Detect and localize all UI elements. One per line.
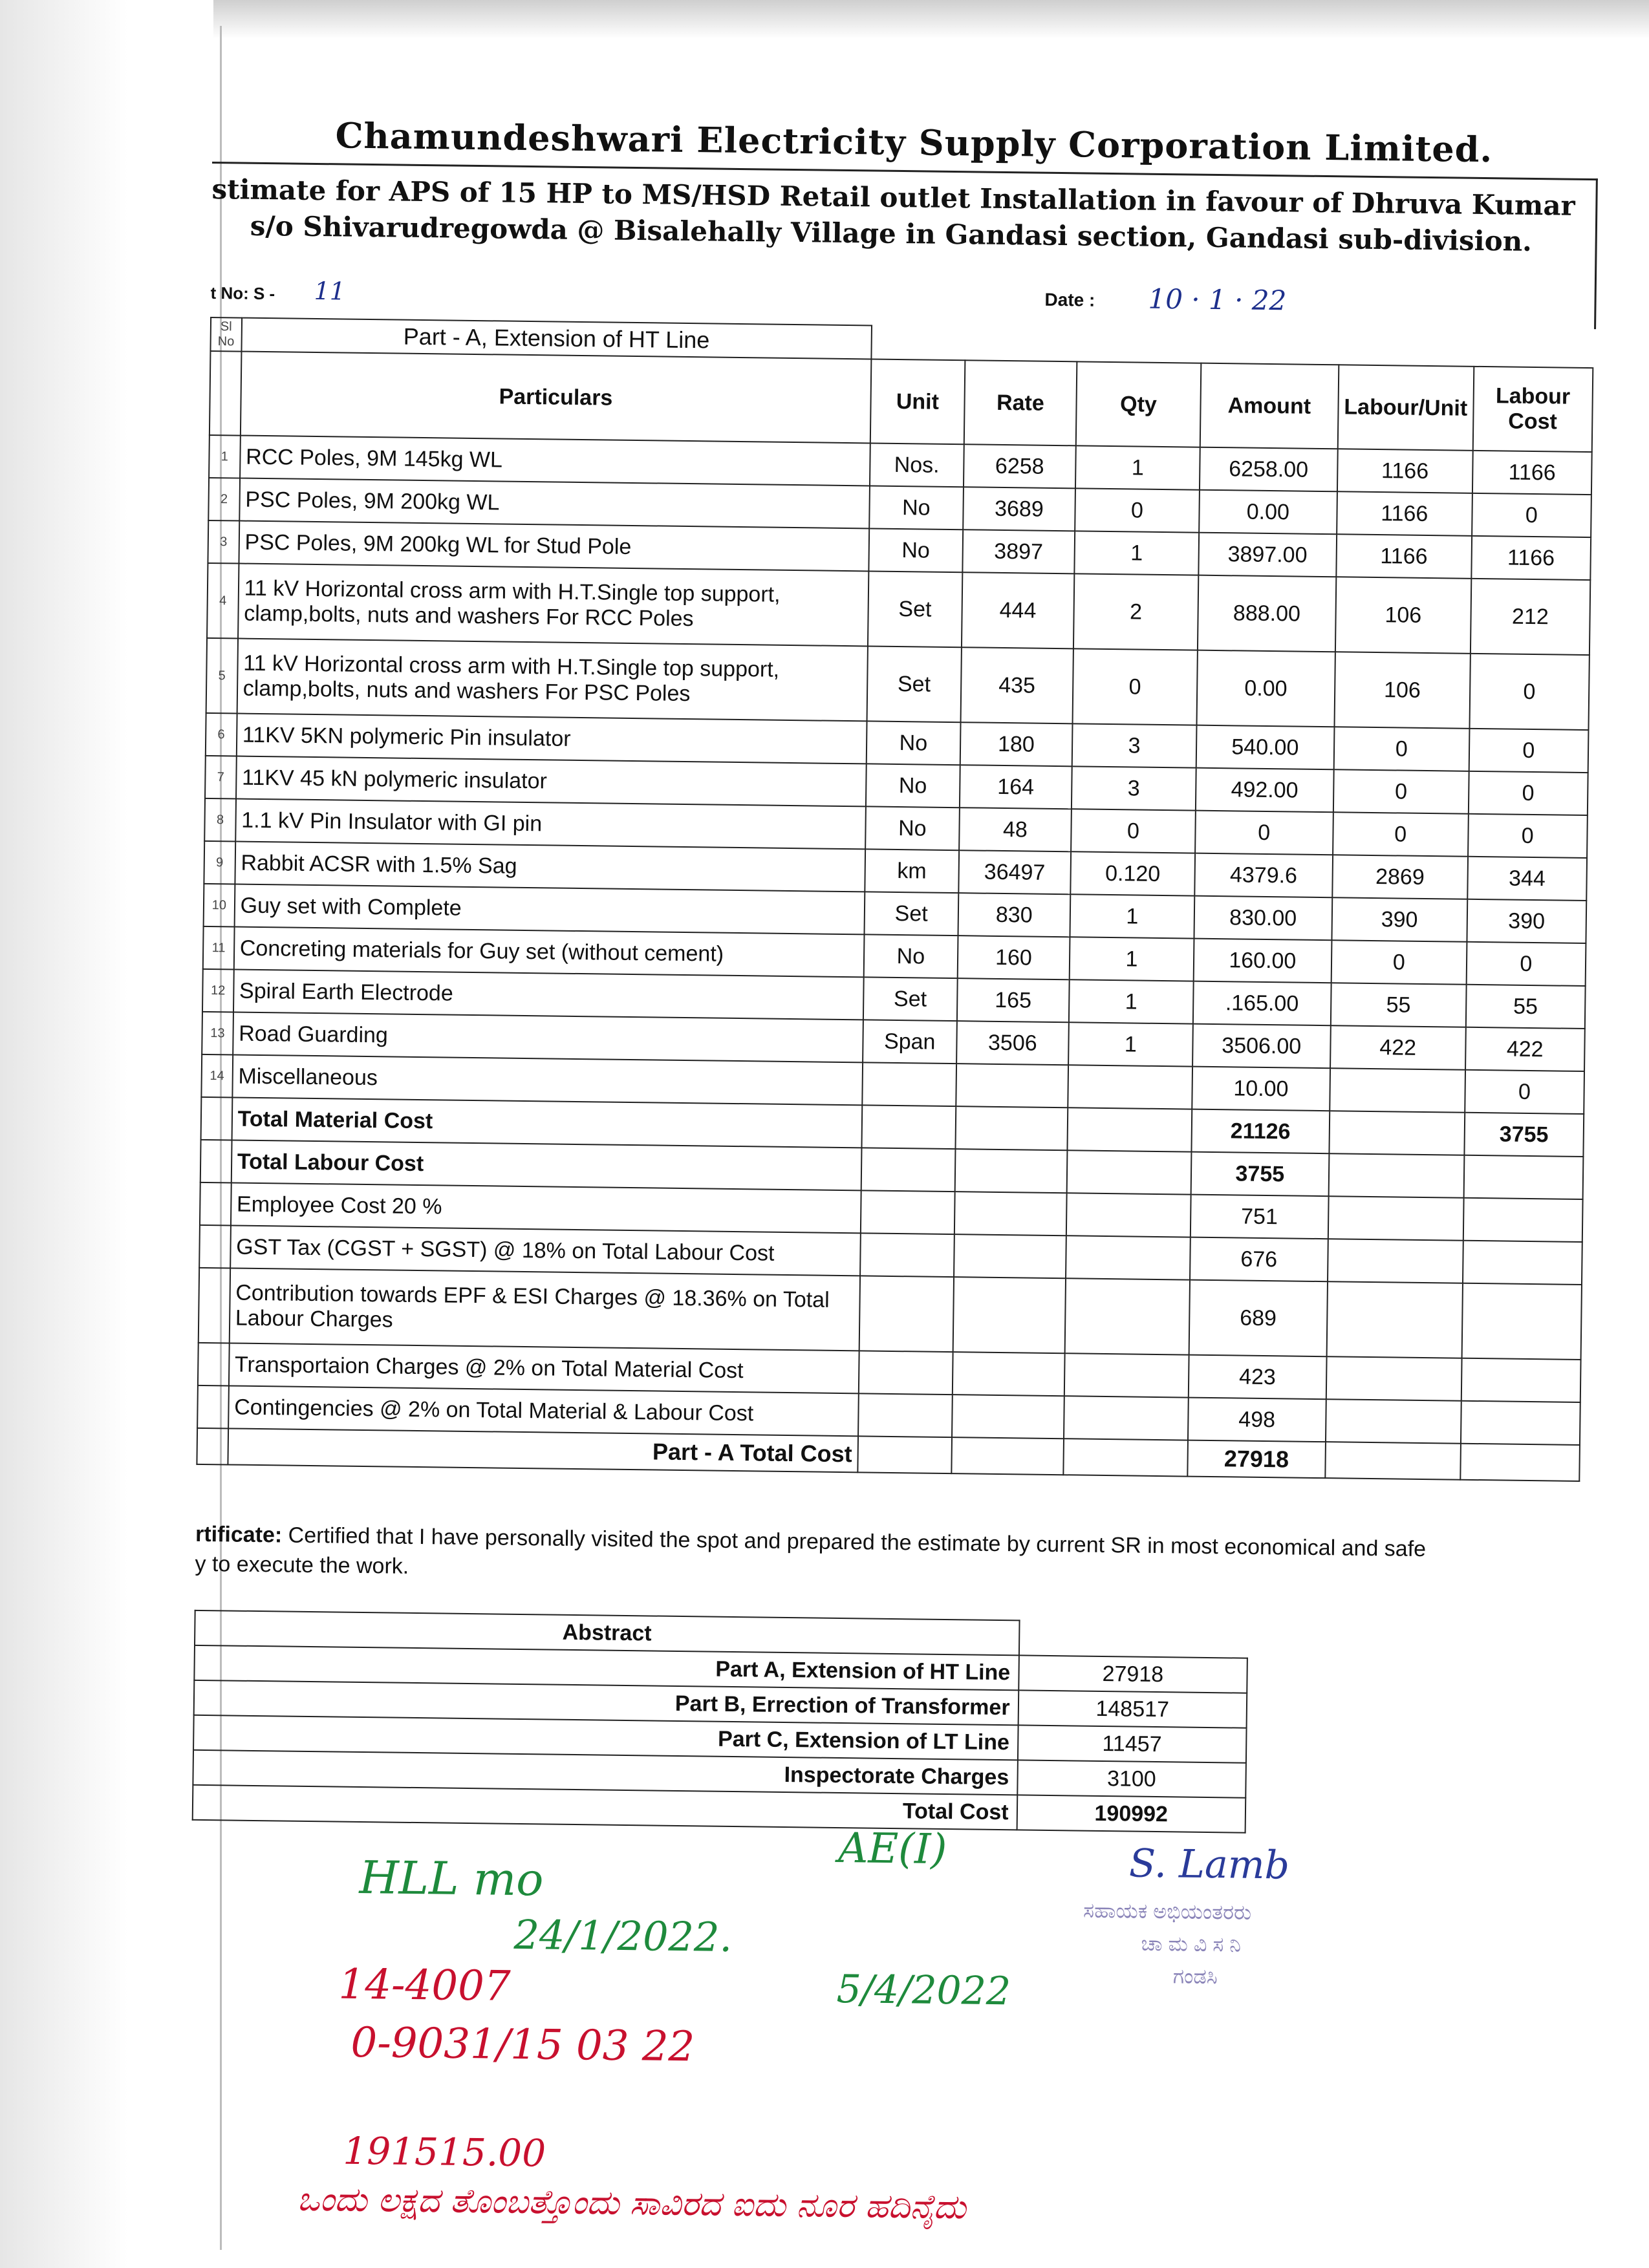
row-unit: Span — [863, 1020, 956, 1064]
row-unit: No — [866, 764, 960, 808]
summary-label: Total Labour Cost — [231, 1140, 861, 1190]
row-unit: Set — [868, 571, 962, 647]
summary-no — [198, 1343, 229, 1386]
summary-no — [201, 1097, 232, 1140]
stamp-line-2: ಚಾ ಮ ವಿ ಸ ನಿ — [1141, 1931, 1242, 1956]
row-no: 7 — [205, 756, 236, 799]
row-rate — [956, 1064, 1068, 1107]
summary-label: Contingencies @ 2% on Total Material & Labour Cost — [228, 1385, 859, 1436]
certificate-text: Certified that I have personally visited the spot and prepared the estimate by current SR in most economical and safe — [288, 1523, 1427, 1562]
summary-qty — [1068, 1107, 1192, 1151]
row-unit: Set — [867, 646, 962, 722]
row-amount: 830.00 — [1194, 896, 1332, 941]
row-unit: No — [868, 528, 962, 572]
row-particulars: 11 kV Horizontal cross arm with H.T.Single top support, clamp,bolts, nuts and washers For RCC Poles — [238, 564, 869, 647]
summary-labour-unit — [1328, 1153, 1464, 1198]
row-qty: 0 — [1075, 488, 1199, 532]
ref-value: 11 — [314, 276, 346, 306]
row-no: 2 — [208, 478, 239, 521]
row-amount: 10.00 — [1192, 1067, 1330, 1111]
row-no: 11 — [203, 926, 234, 970]
row-labour-unit: 1166 — [1337, 491, 1472, 536]
green-note: HLL mo — [359, 1850, 544, 1907]
summary-amount: 676 — [1190, 1237, 1328, 1282]
row-particulars: 11KV 45 kN polymeric insulator — [236, 756, 867, 807]
part-a-total-lc — [1460, 1444, 1580, 1481]
abstract-label: Part B, Errection of Transformer — [194, 1680, 1018, 1726]
summary-qty — [1064, 1396, 1188, 1440]
row-labour-unit: 55 — [1331, 983, 1467, 1027]
summary-label: Transportaion Charges @ 2% on Total Material Cost — [229, 1343, 859, 1393]
abstract-label: Part A, Extension of HT Line — [194, 1645, 1018, 1691]
abstract-label: Part C, Extension of LT Line — [193, 1715, 1018, 1760]
summary-label: Employee Cost 20 % — [231, 1182, 861, 1233]
red-note-1: 14-4007 — [338, 1960, 511, 2011]
summary-labour-unit — [1326, 1356, 1462, 1401]
row-no: 1 — [209, 435, 240, 478]
header-unit: Unit — [870, 359, 965, 444]
summary-amount: 498 — [1188, 1398, 1326, 1442]
summary-labour-unit — [1326, 1281, 1462, 1358]
abstract-label: Total Cost — [193, 1785, 1017, 1830]
row-unit: Nos. — [870, 443, 964, 487]
certificate-text-2: y to execute the work. — [195, 1551, 409, 1579]
row-rate: 164 — [960, 765, 1072, 809]
summary-labour-cost — [1463, 1155, 1583, 1199]
row-rate: 3897 — [962, 530, 1075, 573]
summary-unit — [861, 1148, 955, 1192]
summary-qty — [1067, 1150, 1191, 1194]
estimate-title-line1: stimate for APS of 15 HP to MS/HSD Retail outlet Installation in favour of Dhruva Kumar — [211, 173, 1576, 222]
part-a-total-qty — [1063, 1439, 1187, 1476]
row-particulars: 1.1 kV Pin Insulator with GI pin — [235, 799, 866, 850]
row-labour-cost: 0 — [1468, 814, 1588, 858]
abstract-value: 3100 — [1017, 1760, 1246, 1797]
row-amount: 0.00 — [1199, 490, 1337, 535]
row-labour-unit: 106 — [1334, 652, 1470, 729]
part-a-total-value: 27918 — [1187, 1440, 1326, 1479]
row-unit: No — [869, 486, 963, 530]
summary-labour-unit — [1326, 1399, 1461, 1444]
row-labour-unit: 422 — [1330, 1025, 1466, 1070]
row-labour-cost: 0 — [1466, 942, 1586, 986]
row-particulars: Concreting materials for Guy set (without cement) — [233, 926, 864, 977]
header-rate: Rate — [964, 360, 1077, 445]
red-note-words: ಒಂದು ಲಕ್ಷದ ತೊಂಬತ್ತೊಂದು ಸಾವಿರದ ಐದು ನೂರ ಹದಿನೈದು — [297, 2179, 967, 2227]
summary-unit — [861, 1190, 954, 1234]
row-qty — [1068, 1065, 1192, 1109]
row-qty: 3 — [1072, 723, 1196, 767]
summary-amount: 423 — [1189, 1355, 1327, 1400]
header-qty: Qty — [1076, 361, 1201, 447]
summary-rate — [953, 1277, 1066, 1353]
scan-left-shadow — [0, 0, 213, 2268]
summary-labour-cost — [1461, 1283, 1582, 1360]
row-no: 4 — [207, 563, 239, 639]
row-no: 3 — [208, 520, 239, 564]
row-amount: 6258.00 — [1200, 447, 1338, 492]
row-rate: 830 — [958, 893, 1070, 937]
summary-rate — [952, 1352, 1064, 1396]
header-labour-unit: Labour/Unit — [1338, 365, 1474, 451]
part-a-total-rate — [951, 1437, 1064, 1475]
stamp-line-3: ಗಂಡಸಿ — [1172, 1964, 1218, 1989]
summary-rate — [954, 1149, 1067, 1193]
row-unit: No — [865, 806, 959, 850]
summary-labour-cost: 3755 — [1464, 1113, 1584, 1157]
row-labour-cost: 1166 — [1471, 536, 1591, 580]
row-amount: 492.00 — [1196, 768, 1334, 813]
summary-rate — [954, 1192, 1066, 1236]
company-title: Chamundeshwari Electricity Supply Corporation Limited. — [335, 114, 1493, 171]
summary-labour-unit — [1329, 1111, 1465, 1155]
row-qty: 2 — [1073, 573, 1198, 650]
row-labour-unit: 1166 — [1337, 449, 1473, 493]
row-qty: 1 — [1075, 445, 1200, 489]
row-labour-unit: 106 — [1335, 577, 1471, 654]
summary-labour-cost — [1463, 1198, 1582, 1242]
row-amount: 4379.6 — [1194, 853, 1333, 898]
estimate-table-body — [201, 435, 1591, 1114]
row-particulars: Guy set with Complete — [234, 884, 865, 934]
row-no: 10 — [204, 884, 235, 927]
abstract-value: 148517 — [1018, 1690, 1247, 1728]
summary-labour-unit — [1328, 1196, 1464, 1241]
row-rate: 3689 — [963, 487, 1075, 531]
summary-label: GST Tax (CGST + SGST) @ 18% on Total Labour Cost — [230, 1225, 861, 1276]
row-labour-cost: 0 — [1465, 1070, 1584, 1114]
row-rate: 3506 — [956, 1021, 1069, 1065]
row-no: 8 — [204, 798, 235, 842]
row-amount: .165.00 — [1193, 981, 1331, 1026]
summary-qty — [1065, 1278, 1190, 1354]
row-labour-unit: 1166 — [1336, 534, 1472, 579]
row-labour-unit — [1330, 1068, 1465, 1113]
row-qty: 0.120 — [1070, 851, 1194, 895]
header-labour-cost: Labour Cost — [1472, 367, 1593, 452]
part-a-total-label: Part - A Total Cost — [228, 1428, 858, 1472]
row-qty: 1 — [1070, 894, 1194, 938]
summary-table-body — [197, 1097, 1584, 1445]
red-note-3: 191515.00 — [343, 2128, 546, 2176]
abstract-title: Abstract — [195, 1610, 1019, 1656]
ae-date: 5/4/2022 — [836, 1966, 1011, 2015]
header-no — [210, 351, 241, 436]
row-unit: Set — [863, 977, 957, 1021]
row-no: 5 — [206, 638, 238, 714]
row-labour-cost: 0 — [1469, 654, 1590, 730]
section-title-text: Part - A, Extension of HT Line — [403, 323, 710, 354]
row-particulars: 11KV 5KN polymeric Pin insulator — [237, 714, 867, 764]
summary-rate — [954, 1234, 1066, 1278]
date-label: Date : — [1044, 289, 1095, 310]
row-no: 14 — [201, 1054, 232, 1098]
certificate — [195, 1519, 1579, 1596]
row-amount: 3506.00 — [1192, 1024, 1331, 1069]
row-unit: Set — [865, 892, 958, 936]
row-unit — [862, 1062, 956, 1106]
green-date: 24/1/2022. — [513, 1910, 733, 1962]
row-particulars: RCC Poles, 9M 145kg WL — [240, 436, 870, 486]
row-unit: km — [865, 849, 958, 893]
row-amount: 0.00 — [1196, 650, 1335, 727]
summary-no — [197, 1385, 228, 1429]
row-amount: 3897.00 — [1198, 533, 1337, 577]
row-labour-unit: 0 — [1333, 769, 1469, 814]
estimate-table — [196, 317, 1594, 1482]
estimate-title-line2: s/o Shivarudregowda @ Bisalehally Village in Gandasi section, Gandasi sub-division. — [250, 209, 1533, 257]
summary-no — [199, 1268, 230, 1343]
row-particulars: Rabbit ACSR with 1.5% Sag — [235, 842, 865, 892]
row-no: 12 — [202, 969, 233, 1012]
row-labour-cost: 0 — [1469, 771, 1588, 815]
row-qty: 1 — [1068, 1022, 1192, 1066]
row-amount: 160.00 — [1193, 939, 1331, 983]
summary-amount: 3755 — [1191, 1152, 1329, 1197]
summary-qty — [1066, 1236, 1190, 1279]
row-no: 6 — [206, 713, 237, 756]
header-sl: Sl No — [210, 317, 241, 352]
row-labour-cost: 422 — [1465, 1027, 1585, 1071]
row-labour-cost: 0 — [1469, 729, 1588, 773]
row-labour-cost: 55 — [1465, 985, 1585, 1029]
row-amount: 0 — [1195, 811, 1333, 855]
row-labour-unit: 0 — [1333, 812, 1469, 857]
stamp-line-1: ಸಹಾಯಕ ಅಭಿಯಂತರರು — [1083, 1898, 1252, 1924]
row-qty: 0 — [1071, 809, 1195, 853]
row-particulars: Road Guarding — [233, 1012, 863, 1062]
row-labour-cost: 344 — [1467, 857, 1587, 901]
certificate-label: rtificate: — [195, 1521, 283, 1548]
summary-qty — [1066, 1193, 1191, 1237]
signature: S. Lamb — [1128, 1841, 1290, 1888]
abstract-label: Inspectorate Charges — [193, 1750, 1017, 1795]
row-no: 13 — [202, 1012, 233, 1055]
row-rate: 160 — [957, 936, 1070, 979]
abstract-title-spacer — [1019, 1620, 1248, 1658]
row-unit: No — [864, 934, 958, 978]
row-particulars: Miscellaneous — [232, 1054, 863, 1105]
scan-top-shadow — [0, 0, 1649, 39]
row-rate: 6258 — [964, 444, 1076, 488]
row-qty: 0 — [1073, 648, 1198, 725]
row-labour-cost: 212 — [1471, 579, 1591, 655]
estimate-page — [187, 58, 1597, 2260]
row-qty: 1 — [1074, 531, 1198, 575]
row-particulars: Spiral Earth Electrode — [233, 969, 864, 1020]
red-note-2: 0-9031/15 03 22 — [350, 2018, 695, 2071]
row-labour-cost: 1166 — [1472, 451, 1592, 495]
row-rate: 435 — [960, 647, 1073, 723]
abstract-value: 27918 — [1018, 1655, 1247, 1693]
row-labour-unit: 2869 — [1332, 855, 1468, 899]
summary-unit — [861, 1105, 955, 1149]
row-unit: No — [867, 721, 960, 765]
row-amount: 540.00 — [1196, 725, 1334, 770]
date-value: 10 · 1 · 22 — [1148, 283, 1287, 317]
summary-no — [200, 1182, 231, 1226]
summary-labour-cost — [1463, 1241, 1582, 1285]
row-qty: 1 — [1070, 937, 1194, 981]
summary-unit — [860, 1233, 954, 1277]
summary-labour-cost — [1461, 1358, 1580, 1402]
row-amount: 888.00 — [1198, 575, 1337, 652]
row-labour-cost: 0 — [1472, 493, 1591, 537]
row-rate: 48 — [959, 808, 1072, 851]
summary-amount: 689 — [1189, 1280, 1328, 1357]
abstract-value: 11457 — [1018, 1725, 1247, 1762]
row-qty: 3 — [1072, 766, 1196, 810]
part-a-total-lu — [1325, 1442, 1460, 1480]
ref-label: t No: S - — [210, 283, 275, 304]
header-particulars: Particulars — [241, 352, 872, 444]
row-particulars: PSC Poles, 9M 200kg WL — [239, 478, 870, 529]
abstract-table — [192, 1610, 1249, 1834]
summary-labour-cost — [1461, 1401, 1580, 1445]
summary-qty — [1064, 1353, 1189, 1397]
summary-amount: 21126 — [1191, 1109, 1330, 1154]
summary-amount: 751 — [1191, 1195, 1329, 1239]
summary-rate — [952, 1395, 1064, 1439]
summary-no — [200, 1140, 232, 1183]
summary-unit — [858, 1393, 952, 1437]
summary-unit — [859, 1351, 953, 1395]
row-particulars: PSC Poles, 9M 200kg WL for Stud Pole — [239, 521, 869, 572]
header-amount: Amount — [1200, 363, 1339, 449]
part-a-total-no — [197, 1428, 228, 1465]
row-rate: 165 — [956, 978, 1069, 1022]
row-labour-unit: 0 — [1334, 727, 1470, 771]
row-no: 9 — [204, 841, 235, 884]
summary-labour-unit — [1328, 1239, 1463, 1283]
row-rate: 36497 — [958, 850, 1071, 894]
summary-label: Contribution towards EPF & ESI Charges @ 18.36% on Total Labour Charges — [229, 1268, 860, 1351]
row-rate: 444 — [962, 572, 1075, 648]
part-a-total-unit — [857, 1436, 951, 1473]
ae-label: AE(I) — [837, 1824, 947, 1874]
row-qty: 1 — [1069, 979, 1193, 1023]
summary-rate — [955, 1106, 1068, 1150]
row-particulars: 11 kV Horizontal cross arm with H.T.Single top support, clamp,bolts, nuts and washers For PSC Poles — [237, 639, 868, 722]
row-labour-cost: 390 — [1467, 899, 1586, 943]
summary-unit — [859, 1276, 954, 1352]
abstract-body — [193, 1645, 1247, 1833]
row-labour-unit: 0 — [1331, 940, 1467, 985]
summary-no — [199, 1225, 230, 1268]
row-rate: 180 — [960, 722, 1072, 766]
summary-label: Total Material Cost — [232, 1097, 862, 1148]
abstract-value: 190992 — [1017, 1795, 1245, 1832]
row-labour-unit: 390 — [1331, 897, 1467, 942]
